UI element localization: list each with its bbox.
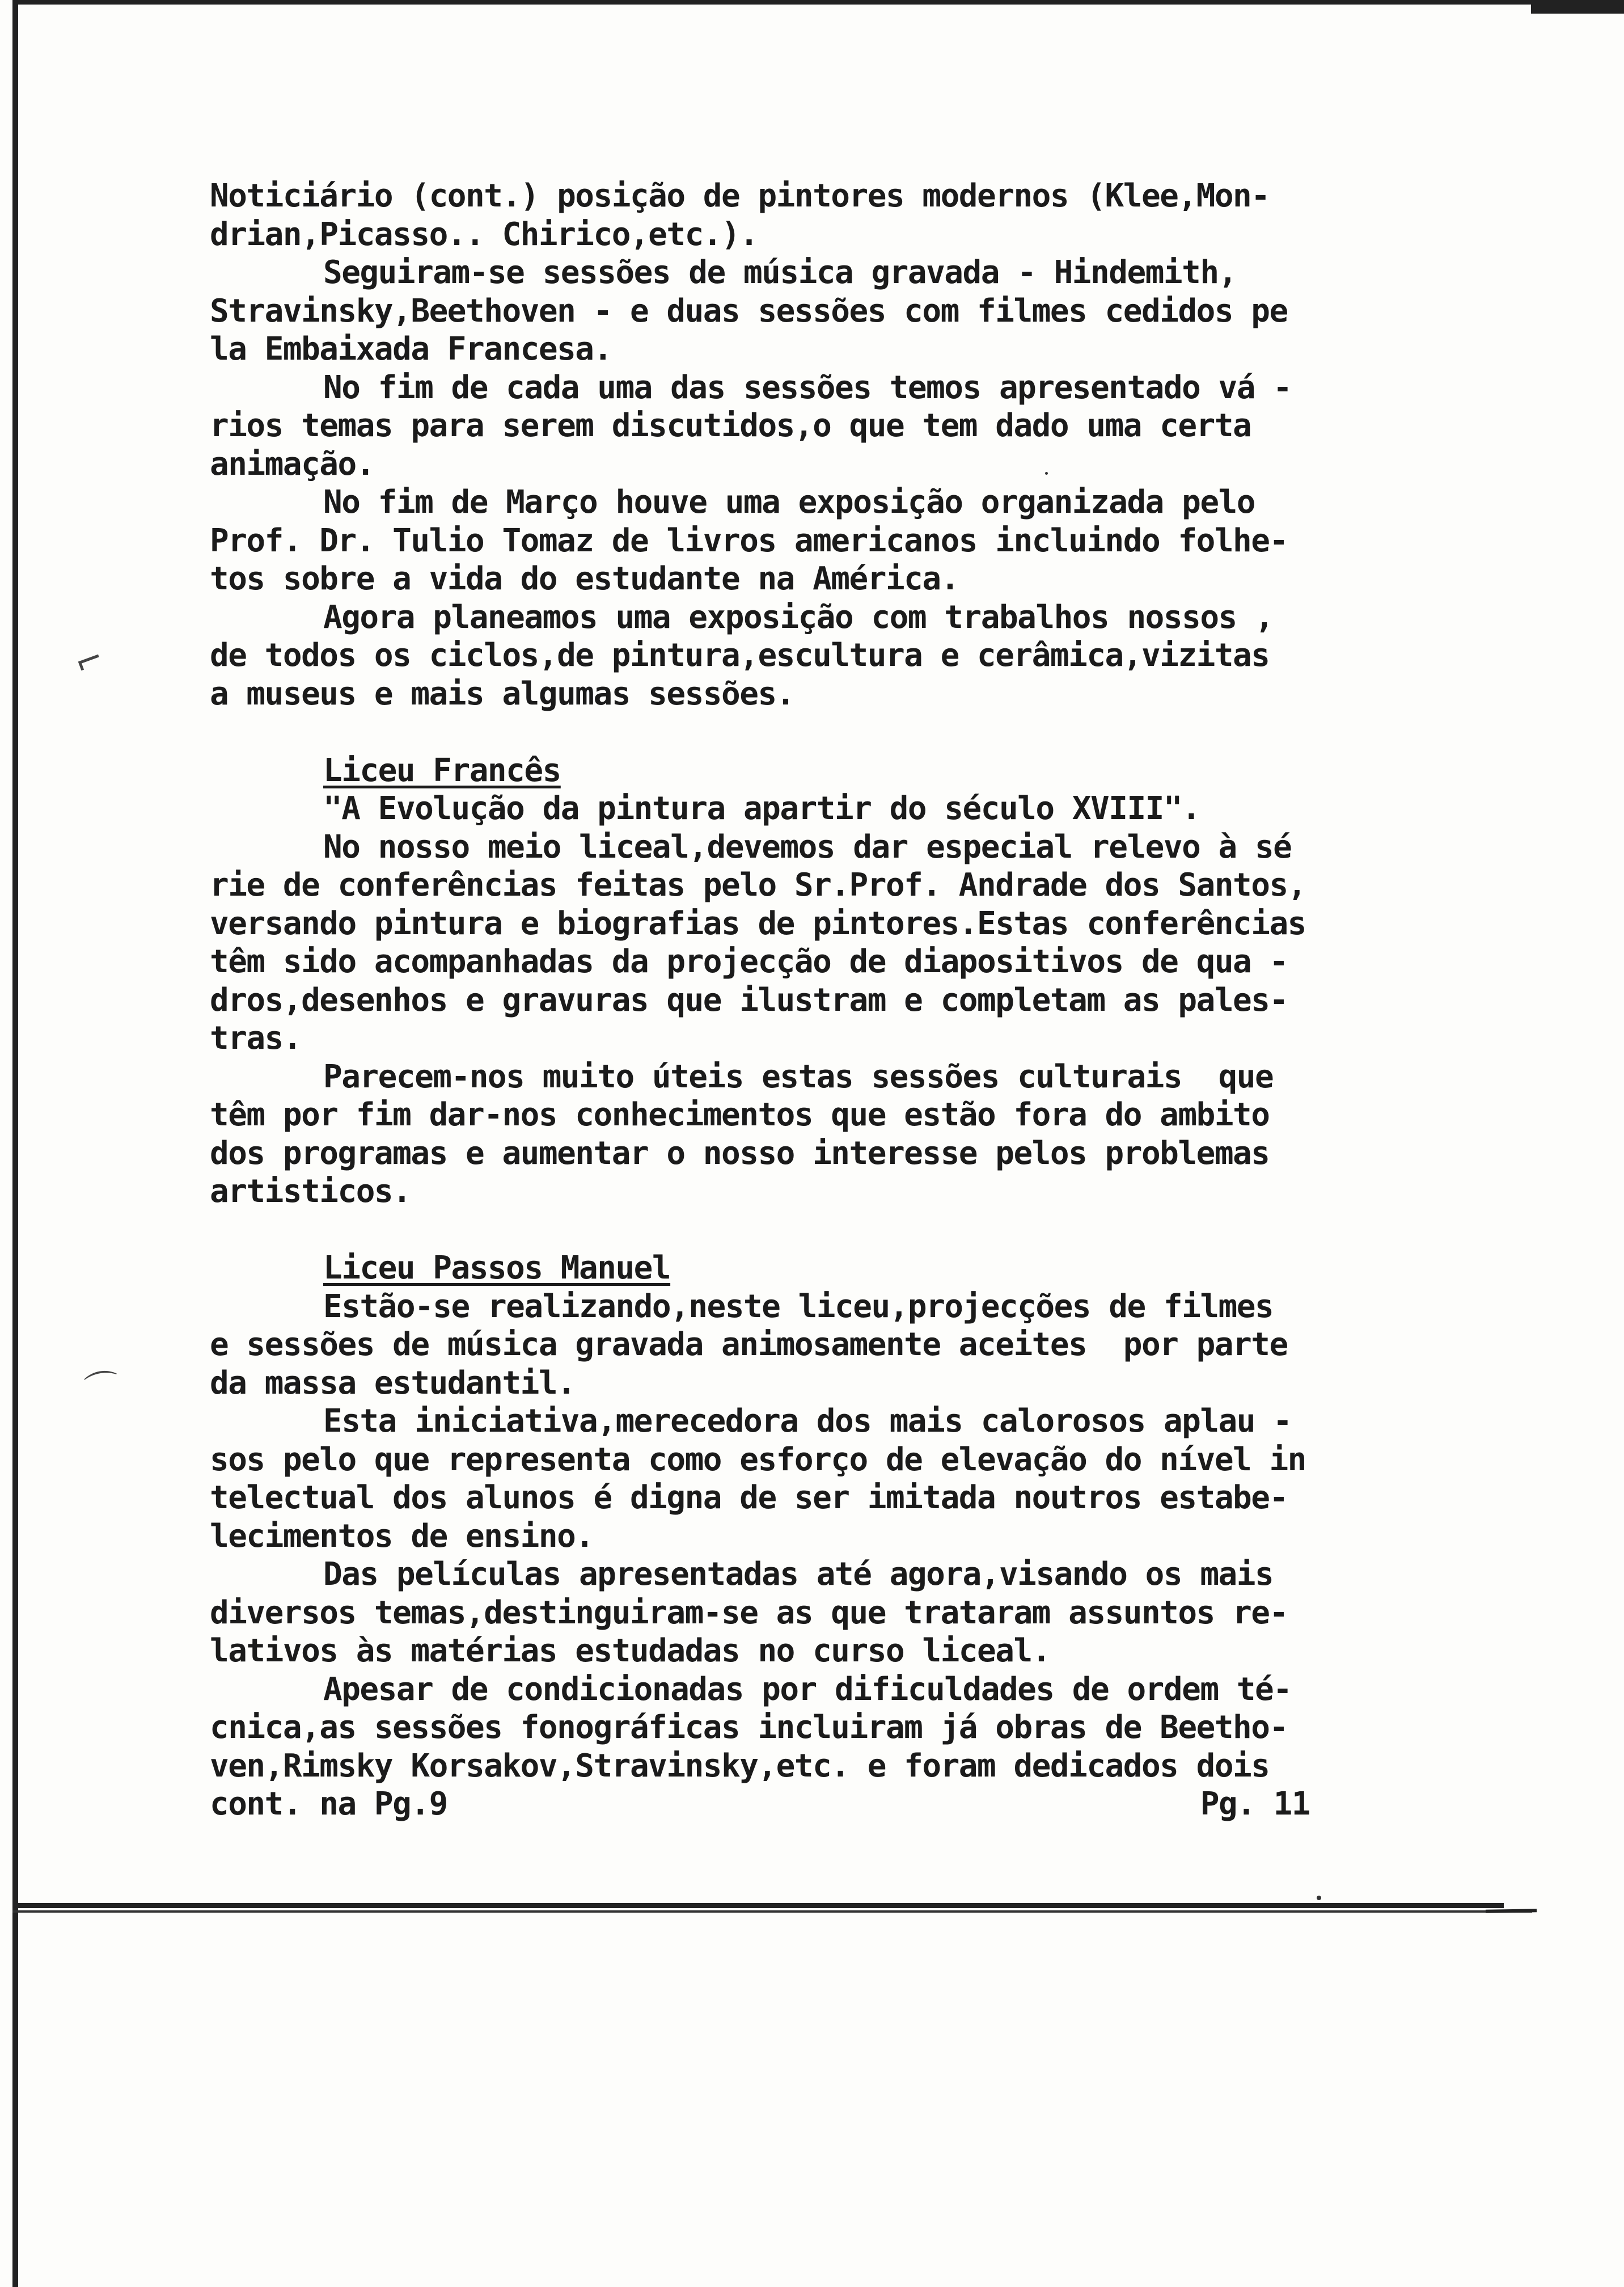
- text-line: la Embaixada Francesa.: [210, 331, 612, 368]
- page-number: Pg. 11: [1200, 1786, 1310, 1822]
- text-line: drian,Picasso.. Chirico,etc.).: [210, 216, 758, 253]
- text-line: Prof. Dr. Tulio Tomaz de livros americanos incluindo folhe-: [210, 522, 1288, 559]
- page-footer: [210, 1785, 1310, 1824]
- text-line: cnica,as sessões fonográficas incluiram já obras de Beetho-: [210, 1709, 1288, 1746]
- text-line: lecimentos de ensino.: [210, 1517, 594, 1555]
- paragraph-gap: [210, 1211, 1344, 1250]
- text-line: No fim de cada uma das sessões temos apresentado vá -: [323, 369, 1292, 406]
- text-line: rios temas para serem discutidos,o que tem dado uma certa: [210, 407, 1251, 444]
- text-line: No fim de Março houve uma exposição organizada pelo: [323, 484, 1255, 521]
- scan-border-bottom: [12, 1903, 1504, 1908]
- text-line: diversos temas,destinguiram-se as que trataram assuntos re-: [210, 1594, 1288, 1631]
- text-line: têm sido acompanhadas da projecção de diapositivos de qua -: [210, 943, 1288, 980]
- text-line: e sessões de música gravada animosamente aceites por parte: [210, 1326, 1288, 1363]
- text-line: "A Evolução da pintura apartir do século XVIII".: [323, 790, 1200, 827]
- text-line: ven,Rimsky Korsakov,Stravinsky,etc. e foram dedicados dois: [210, 1747, 1270, 1784]
- text-line: animação.: [210, 445, 374, 483]
- paragraph-gap: [210, 713, 1344, 752]
- scan-border-top-right: [1531, 5, 1624, 14]
- text-line: a museus e mais algumas sessões.: [210, 675, 794, 712]
- text-line: têm por fim dar-nos conhecimentos que estão fora do ambito: [210, 1096, 1270, 1133]
- margin-mark-icon: ⌐: [69, 637, 109, 685]
- scan-border-bottom-secondary: [12, 1910, 1532, 1913]
- text-line: artisticos.: [210, 1173, 411, 1210]
- section-heading-text: Liceu Passos Manuel: [323, 1250, 671, 1286]
- text-line: de todos os ciclos,de pintura,escultura e cerâmica,vizitas: [210, 637, 1270, 674]
- text-line: Agora planeamos uma exposição com trabalhos nossos ,: [323, 598, 1274, 636]
- text-line: No nosso meio liceal,devemos dar especial relevo à sé: [323, 828, 1292, 866]
- text-line: Apesar de condicionadas por dificuldades de ordem té-: [323, 1670, 1292, 1708]
- speck: [1317, 1896, 1321, 1900]
- text-line: dos programas e aumentar o nosso interesse pelos problemas: [210, 1134, 1270, 1172]
- scan-border-top: [12, 0, 1624, 5]
- text-line: tras.: [210, 1020, 302, 1057]
- text-line: Parecem-nos muito úteis estas sessões culturais que: [323, 1058, 1274, 1095]
- text-line: tos sobre a vida do estudante na América.: [210, 560, 959, 597]
- text-line: Seguiram-se sessões de música gravada - Hindemith,: [323, 254, 1237, 291]
- section-heading-liceu-passos-manuel: [210, 1249, 1344, 1288]
- text-line: Esta iniciativa,merecedora dos mais calorosos aplau -: [323, 1403, 1292, 1440]
- text-line: Stravinsky,Beethoven - e duas sessões com filmes cedidos pe: [210, 292, 1288, 330]
- text-line: rie de conferências feitas pelo Sr.Prof. Andrade dos Santos,: [210, 867, 1306, 904]
- scan-border-left: [12, 0, 18, 2287]
- section-heading-liceu-frances: [210, 752, 1344, 790]
- document-body: [210, 177, 1344, 1824]
- margin-mark-icon: ⌒: [82, 1366, 123, 1411]
- text-line: Das películas apresentadas até agora,visando os mais: [323, 1556, 1274, 1593]
- text-line: lativos às matérias estudadas no curso liceal.: [210, 1632, 1050, 1669]
- text-line: Noticiário (cont.) posição de pintores modernos (Klee,Mon-: [210, 178, 1270, 214]
- text-line: dros,desenhos e gravuras que ilustram e completam as pales-: [210, 981, 1288, 1019]
- text-line: Estão-se realizando,neste liceu,projecções de filmes: [323, 1288, 1274, 1325]
- section-heading-text: Liceu Francês: [323, 752, 561, 789]
- text-line: telectual dos alunos é digna de ser imitada noutros estabe-: [210, 1479, 1288, 1516]
- continuation-note: cont. na Pg.9: [210, 1786, 447, 1822]
- text-line: sos pelo que representa como esforço de elevação do nível in: [210, 1441, 1306, 1478]
- text-line: versando pintura e biografias de pintores.Estas conferências: [210, 905, 1306, 942]
- text-line: da massa estudantil.: [210, 1364, 576, 1402]
